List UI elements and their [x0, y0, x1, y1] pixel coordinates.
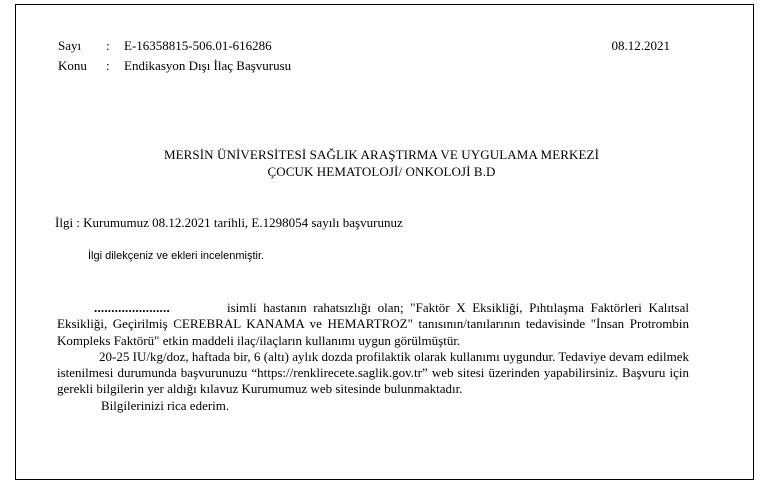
- konu-label: Konu: [58, 58, 87, 73]
- reference-text: Kurumumuz 08.12.2021 tarihli, E.1298054 sayılı başvurunuz: [83, 215, 403, 230]
- closing-paragraph: [57, 398, 689, 414]
- paragraph-1-text: isimli hastanın rahatsızlığı olan; "Faktör X Eksikliği, Pıhtılaşma Faktörleri Kalıtsal Eksikliği, Geçirilmiş CEREBRAL KANAMA ve HEMARTROZ" tanısının/tanılarının tedavisinde "İnsan Protrombin Kompleks Faktörü" etkin maddeli ilaç/ilaçların kullanımı uygun görülmüştür.: [57, 300, 689, 348]
- closing-text: Bilgilerinizi rica ederim.: [101, 397, 230, 413]
- sayi-label: Sayı: [58, 38, 82, 53]
- reference-label: İlgi :: [55, 215, 80, 230]
- addressee-line-1: MERSİN ÜNİVERSİTESİ SAĞLIK ARAŞTIRMA VE UYGULAMA MERKEZİ: [163, 147, 600, 162]
- addressee-line-2: ÇOCUK HEMATOLOJİ/ ONKOLOJİ B.D: [267, 164, 496, 179]
- paragraph-2-text: 20-25 IU/kg/doz, haftada bir, 6 (altı) aylık dozda profilaktik olarak kullanımı uygundur. Tedaviye devam edilmek istenilmesi durumunda başvurunuzu “https://renklirecete.saglik.gov.tr” web sitesi üzerinden yapabilirsiniz. Başvuru için gerekli bilgilerin yer aldığı kılavuz Kurumumuz web sitesinde bulunmaktadır.: [57, 348, 689, 397]
- paragraph-1: [57, 300, 689, 349]
- sayi-value: E-16358815-506.01-616286: [124, 38, 272, 53]
- reference-line: [55, 215, 403, 231]
- letter-body: [57, 300, 689, 414]
- review-note: İlgi dilekçeniz ve ekleri incelenmiştir.: [88, 250, 265, 262]
- document-date: 08.12.2021: [611, 38, 670, 53]
- konu-value: Endikasyon Dışı İlaç Başvurusu: [124, 58, 292, 73]
- konu-colon: :: [106, 58, 110, 73]
- placeholder-dots: ......................: [94, 300, 170, 315]
- sayi-colon: :: [106, 38, 110, 53]
- paragraph-2: [57, 349, 689, 398]
- patient-name-placeholder: [57, 300, 227, 316]
